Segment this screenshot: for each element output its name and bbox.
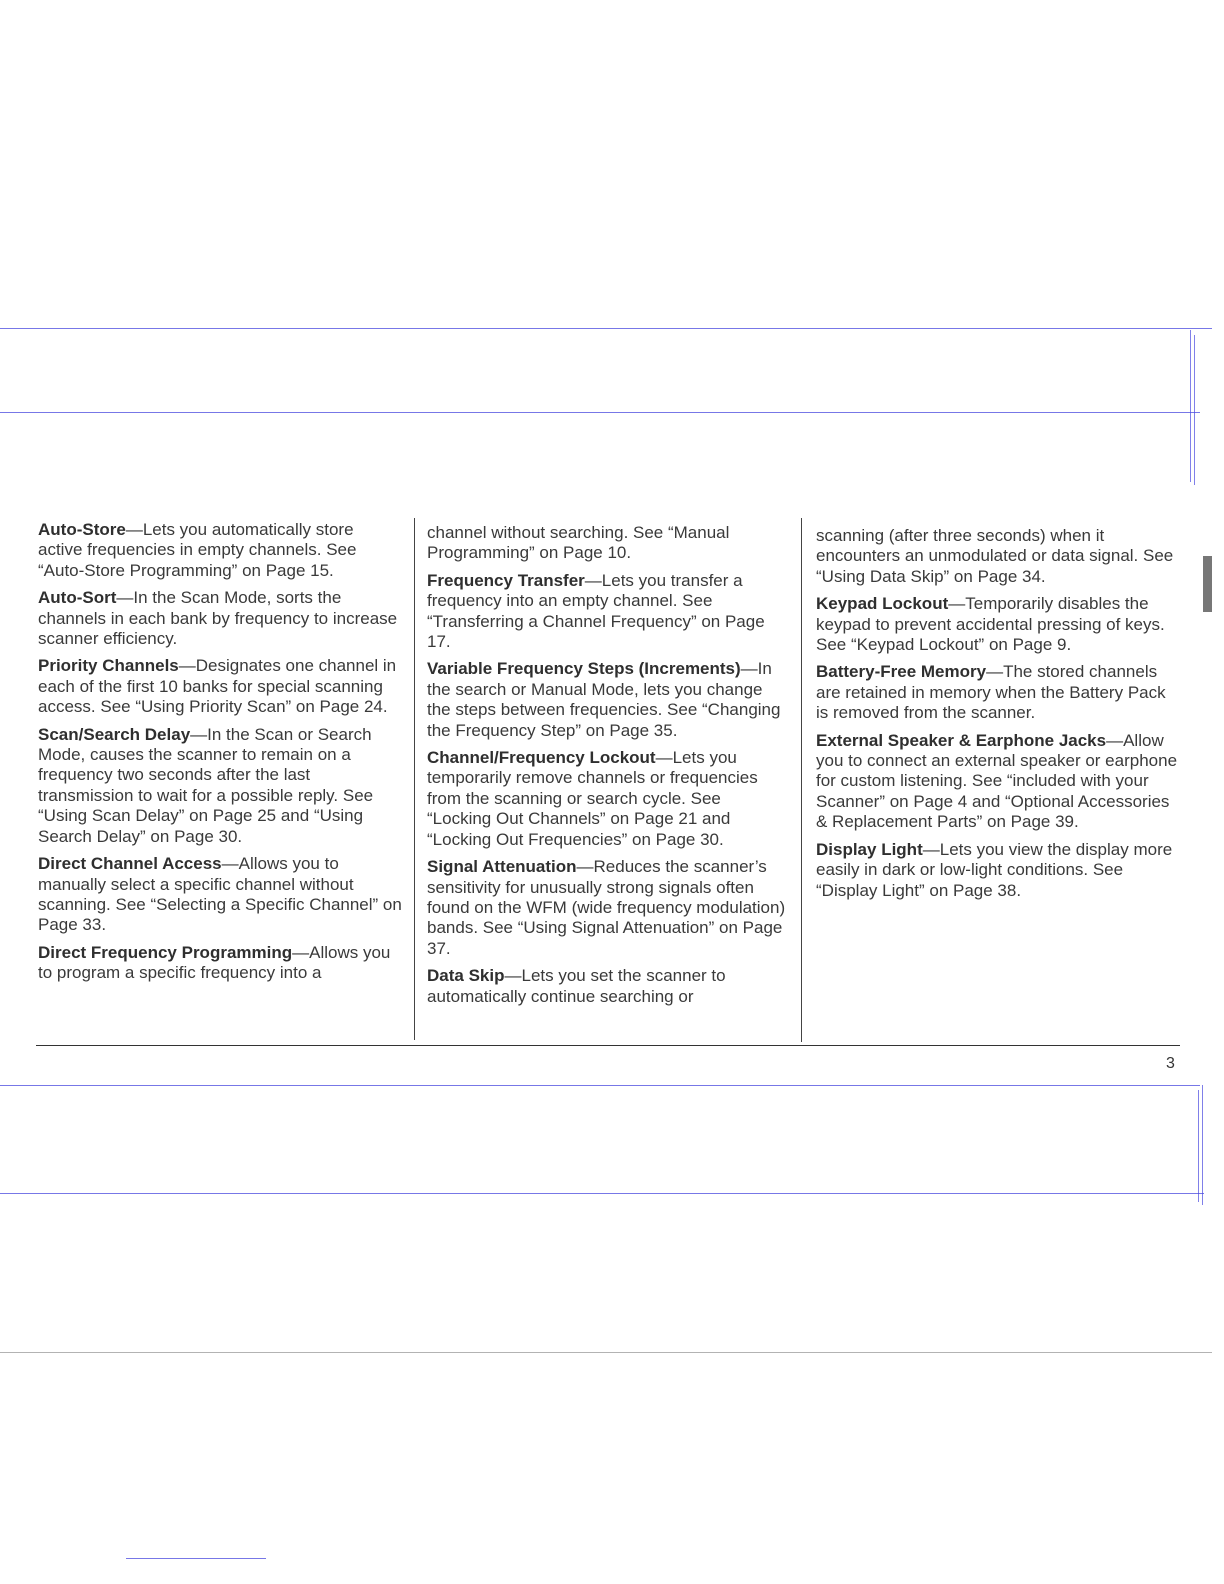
edge-tab-mark [1203,556,1212,612]
column-divider [414,518,415,1040]
feature-entry: Auto-Sort—In the Scan Mode, sorts the channels in each bank by frequency to increase scanner efficiency. [38,588,398,649]
feature-entry: Variable Frequency Steps (Increments)—In the search or Manual Mode, lets you change the steps between frequencies. See “Changing the Frequency Step” on Page 35. [427,659,781,740]
feature-entry: Battery-Free Memory—The stored channels are retained in memory when the Battery Pack is removed from the scanner. [816,662,1166,723]
feature-entry: Direct Channel Access—Allows you to manually select a specific channel without scanning. See “Selecting a Specific Channel” on Page 33. [38,854,402,935]
feature-entry: Direct Frequency Programming—Allows you to program a specific frequency into a [38,942,391,983]
feature-term: Direct Frequency Programming [38,942,293,962]
feature-entry: External Speaker & Earphone Jacks—Allow you to connect an external speaker or earphone for custom listening. See “included with your Scanner” on Page 4 and “Optional Accessories & Replacement Parts” on Page 39. [816,730,1178,832]
feature-term: Auto-Sort [38,588,117,608]
feature-description: Allows you to manually select a specific channel without scanning. See “Selecting a Specific Channel” on Page 33. [38,854,402,935]
pen-line [0,412,1200,413]
feature-column-1 [38,520,402,991]
feature-description: Lets you automatically store active frequencies in empty channels. See “Auto-Store Programming” on Page 15. [38,520,357,580]
feature-column-3 [816,526,1178,908]
feature-term: Keypad Lockout [816,594,949,614]
pen-line [0,1085,1200,1086]
feature-term: External Speaker & Earphone Jacks [816,730,1107,750]
feature-entry: Keypad Lockout—Temporarily disables the keypad to prevent accidental pressing of keys. See “Keypad Lockout” on Page 9. [816,594,1165,655]
feature-entry: Auto-Store—Lets you automatically store active frequencies in empty channels. See “Auto-Store Programming” on Page 15. [38,520,357,580]
feature-term: Auto-Store [38,520,126,539]
feature-term: Variable Frequency Steps (Increments) [427,659,741,679]
feature-term: Priority Channels [38,656,179,676]
feature-term: Display Light [816,839,923,859]
feature-description: Lets you set the scanner to automatically continue searching or [427,966,726,1006]
feature-entry: Display Light—Lets you view the display more easily in dark or low-light conditions. See “Display Light” on Page 38. [816,839,1173,900]
feature-term: Direct Channel Access [38,854,222,874]
feature-description: Temporarily disables the keypad to prevent accidental pressing of keys. See “Keypad Lockout” on Page 9. [816,594,1165,655]
feature-entry-continued [427,523,787,564]
feature-description: In the Scan or Search Mode, causes the scanner to remain on a frequency two seconds after the last transmission to wait for a possible reply. See “Using Scan Delay” on Page 25 and “Using Search Delay” on Page 30. [38,724,374,846]
feature-description: scanning (after three seconds) when it encounters an unmodulated or data signal. See “Using Data Skip” on Page 34. [816,526,1174,586]
feature-description: In the search or Manual Mode, lets you change the steps between frequencies. See “Changing the Frequency Step” on Page 35. [427,659,781,740]
feature-term: Frequency Transfer [427,570,585,590]
pen-line [126,1558,266,1559]
feature-entry: Data Skip—Lets you set the scanner to automatically continue searching or [427,966,726,1006]
pen-stroke [1194,335,1195,485]
feature-description: Allows you to program a specific frequency into a [38,942,391,983]
feature-entry: Signal Attenuation—Reduces the scanner’s sensitivity for unusually strong signals often found on the WFM (wide frequency modulation) bands. See “Using Signal Attenuation” on Page 37. [427,857,786,958]
feature-description: In the Scan Mode, sorts the channels in each bank by frequency to increase scanner efficiency. [38,588,398,649]
pen-line [0,1193,1204,1194]
column-divider [801,518,802,1042]
feature-description: Lets you transfer a frequency into an empty channel. See “Transferring a Channel Frequency” on Page 17. [427,570,765,652]
feature-column-2 [427,523,787,1014]
feature-term: Channel/Frequency Lockout [427,748,656,768]
page-number: 3 [1166,1055,1175,1072]
pen-stroke [1198,1090,1199,1202]
feature-description: The stored channels are retained in memory when the Battery Pack is removed from the scanner. [816,662,1166,723]
pen-line [0,328,1212,329]
feature-description: Lets you view the display more easily in dark or low-light conditions. See “Display Light” on Page 38. [816,839,1173,900]
footer-rule [36,1045,1180,1046]
feature-description: Designates one channel in each of the first 10 banks for special scanning access. See “Using Priority Scan” on Page 24. [38,656,397,717]
feature-entry: Scan/Search Delay—In the Scan or Search Mode, causes the scanner to remain on a frequency two seconds after the last transmission to wait for a possible reply. See “Using Scan Delay” on Page 25 and “Using Search Delay” on Page 30. [38,724,374,846]
feature-entry: Priority Channels—Designates one channel in each of the first 10 banks for special scanning access. See “Using Priority Scan” on Page 24. [38,656,397,717]
feature-description: channel without searching. See “Manual Programming” on Page 10. [427,523,730,563]
feature-description: Allow you to connect an external speaker or earphone for custom listening. See “included with your Scanner” on Page 4 and “Optional Accessories & Replacement Parts” on Page 39. [816,730,1178,832]
pen-stroke [1202,1085,1203,1205]
feature-term: Scan/Search Delay [38,724,191,744]
feature-description: Reduces the scanner’s sensitivity for unusually strong signals often found on the WFM (wide frequency modulation) bands. See “Using Signal Attenuation” on Page 37. [427,857,786,958]
feature-term: Signal Attenuation [427,857,577,877]
fold-line [0,1352,1212,1353]
feature-entry: Frequency Transfer—Lets you transfer a frequency into an empty channel. See “Transferring a Channel Frequency” on Page 17. [427,570,765,652]
pen-stroke [1190,330,1191,482]
feature-entry: Channel/Frequency Lockout—Lets you temporarily remove channels or frequencies from the scanning or search cycle. See “Locking Out Channels” on Page 21 and “Locking Out Frequencies” on Page 30. [427,748,758,849]
feature-term: Battery-Free Memory [816,662,987,682]
feature-description: Lets you temporarily remove channels or frequencies from the scanning or search cycle. See “Locking Out Channels” on Page 21 and “Locking Out Frequencies” on Page 30. [427,748,758,849]
feature-entry-continued [816,526,1178,587]
feature-term: Data Skip [427,966,505,986]
